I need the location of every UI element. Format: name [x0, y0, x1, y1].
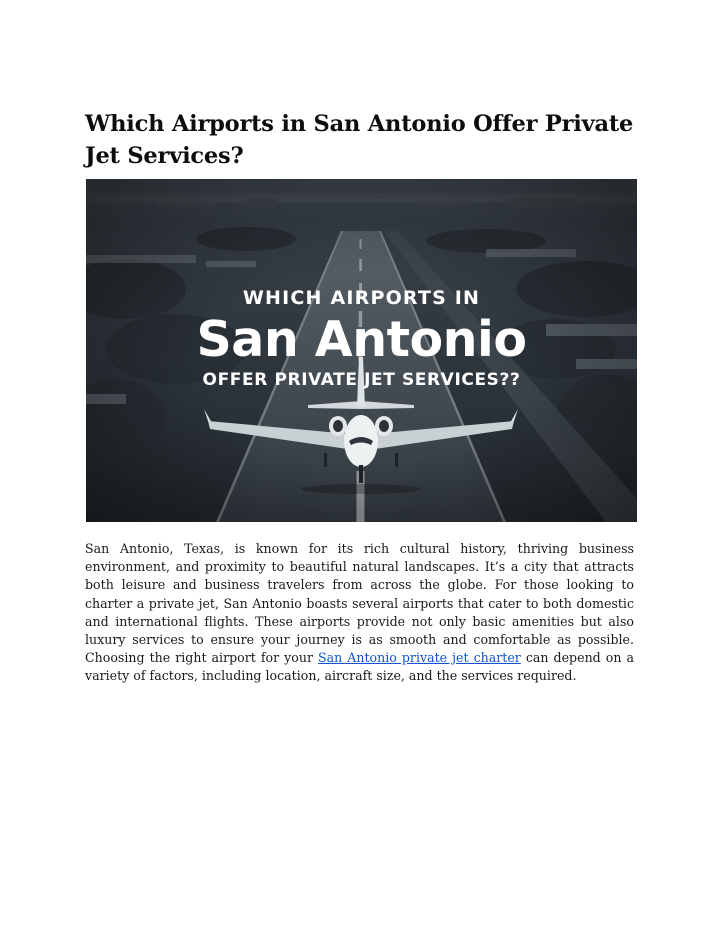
hero-image [86, 179, 637, 522]
runway-scene [86, 179, 637, 522]
hero-heading-large: San Antonio [196, 311, 527, 368]
article-title: Which Airports in San Antonio Offer Private Jet Services? [85, 111, 634, 169]
paragraph-text-start: San Antonio, Texas, is known for its rich cultural history, thriving business environment, and proximity to beautiful natural landscapes. It’s a city that attracts both leisure and business travelers from across the globe. For those looking to charter a private jet, San Antonio boasts several airports that cater to both domestic and international flights. These airports provide not only basic amenities but also luxury services to ensure your journey is as smooth and comfortable as possible. Choosing the right airport for your [85, 541, 634, 666]
article-paragraph [85, 540, 634, 686]
paragraph-text-end: can depend on a variety of factors, including location, aircraft size, and the services required. [85, 650, 634, 684]
hero-heading-small: WHICH AIRPORTS IN [242, 287, 481, 309]
charter-link[interactable]: San Antonio private jet charter [318, 650, 521, 666]
hero-subheading: OFFER PRIVATE JET SERVICES?? [202, 370, 521, 390]
